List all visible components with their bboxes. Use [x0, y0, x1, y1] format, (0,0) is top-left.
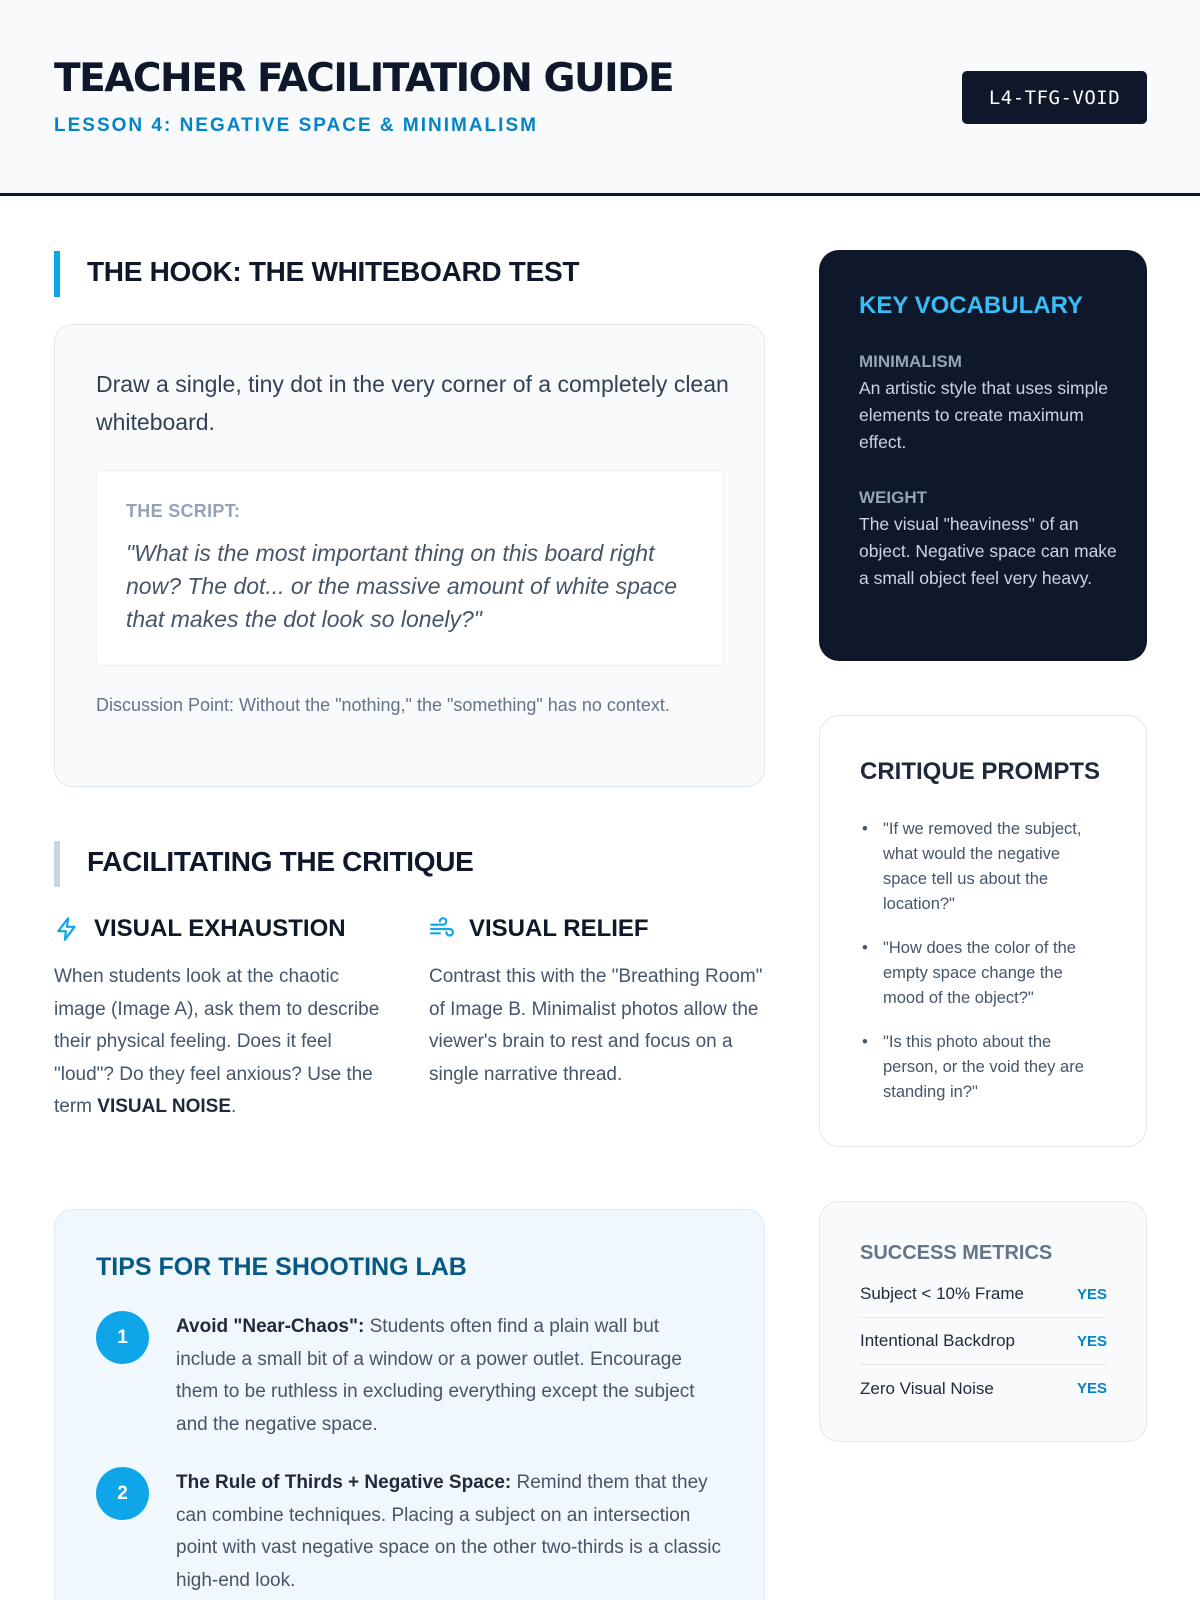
page-title: TEACHER FACILITATION GUIDE — [54, 56, 674, 101]
critique-prompts-card — [819, 715, 1147, 1147]
metric-row — [860, 1271, 1107, 1318]
script-box — [96, 470, 724, 666]
script-quote: "What is the most important thing on this board right now? The dot... or the massive amount of white space that makes the dot look so lonely?" — [126, 540, 678, 632]
critique-prompt: • "Is this photo about the person, or the void they are standing in?" — [883, 1030, 1108, 1105]
hook-heading: THE HOOK: THE WHITEBOARD TEST — [87, 256, 580, 287]
vocab-term: WEIGHT — [859, 488, 927, 507]
visual-exhaustion-end: . — [231, 1096, 237, 1117]
tip-text — [176, 1311, 724, 1441]
tip-bold-lead: The Rule of Thirds + Negative Space: — [176, 1472, 512, 1493]
critique-prompt: • "How does the color of the empty space change the mood of the object?" — [883, 936, 1108, 1011]
hook-section-bar — [54, 251, 60, 297]
critique-section-bar — [54, 841, 60, 887]
key-vocabulary-card — [819, 250, 1147, 661]
visual-exhaustion-text — [54, 961, 389, 1124]
lightning-icon — [54, 916, 80, 942]
document-code-badge: L4-TFG-VOID — [962, 71, 1147, 124]
visual-relief-title: VISUAL RELIEF — [469, 915, 649, 942]
tip-body: Students often find a plain wall but include a small bit of a window or a power outlet. Encourage them to be ruthless in excluding everything except the subject and the negative space. — [176, 1316, 695, 1435]
metric-label: Subject < 10% Frame — [860, 1284, 1024, 1303]
tip-number-badge: 1 — [96, 1311, 149, 1364]
metric-label: Intentional Backdrop — [860, 1331, 1015, 1350]
visual-noise-term: VISUAL NOISE — [97, 1096, 232, 1117]
tips-title: TIPS FOR THE SHOOTING LAB — [96, 1253, 467, 1281]
metric-row — [860, 1365, 1107, 1412]
metric-value: YES — [1076, 1332, 1107, 1350]
tip-text — [176, 1467, 724, 1597]
metric-row — [860, 1318, 1107, 1365]
metric-value: YES — [1076, 1380, 1107, 1397]
vocab-term: MINIMALISM — [859, 352, 962, 371]
page-header — [0, 0, 1200, 196]
tip-body: Remind them that they can combine techniques. Placing a subject on an intersection point with vast negative space on the other two-thirds is a classic high-end look. — [176, 1472, 721, 1591]
vocab-definition: The visual "heaviness" of an object. Negative space can make a small object feel very heavy. — [859, 514, 1117, 588]
tip-bold-lead: Avoid "Near-Chaos": — [176, 1316, 365, 1337]
script-label: THE SCRIPT: — [126, 501, 241, 521]
discussion-point: Discussion Point: Without the "nothing," the "something" has no context. — [96, 695, 670, 715]
success-metrics-title: SUCCESS METRICS — [860, 1242, 1053, 1264]
visual-exhaustion-heading — [54, 915, 346, 943]
visual-exhaustion-title: VISUAL EXHAUSTION — [94, 915, 346, 942]
metric-label: Zero Visual Noise — [860, 1378, 994, 1398]
critique-prompt: • "If we removed the subject, what would the negative space tell us about the location?" — [883, 817, 1108, 917]
tip-number-badge: 2 — [96, 1467, 149, 1520]
critique-prompts-title: CRITIQUE PROMPTS — [860, 758, 1101, 785]
hook-instruction: Draw a single, tiny dot in the very corner of a completely clean whiteboard. — [96, 371, 729, 435]
success-metrics-card — [819, 1201, 1147, 1442]
vocab-definition: An artistic style that uses simple elements to create maximum effect. — [859, 378, 1108, 452]
visual-relief-text: Contrast this with the "Breathing Room" of Image B. Minimalist photos allow the viewer's brain to rest and focus on a single narrative thread. — [429, 966, 763, 1085]
tips-card — [54, 1209, 765, 1600]
critique-heading: FACILITATING THE CRITIQUE — [87, 846, 474, 877]
metric-value: YES — [1076, 1285, 1107, 1303]
visual-relief-heading — [429, 915, 649, 943]
vocabulary-title: KEY VOCABULARY — [859, 292, 1084, 319]
wind-icon — [429, 916, 455, 942]
visual-exhaustion-body: When students look at the chaotic image (Image A), ask them to describe their physical feeling. Does it feel "loud"? Do they feel anxious? Use the term — [54, 966, 380, 1117]
hook-card — [54, 324, 765, 787]
page-subtitle: LESSON 4: NEGATIVE SPACE & MINIMALISM — [54, 115, 538, 136]
